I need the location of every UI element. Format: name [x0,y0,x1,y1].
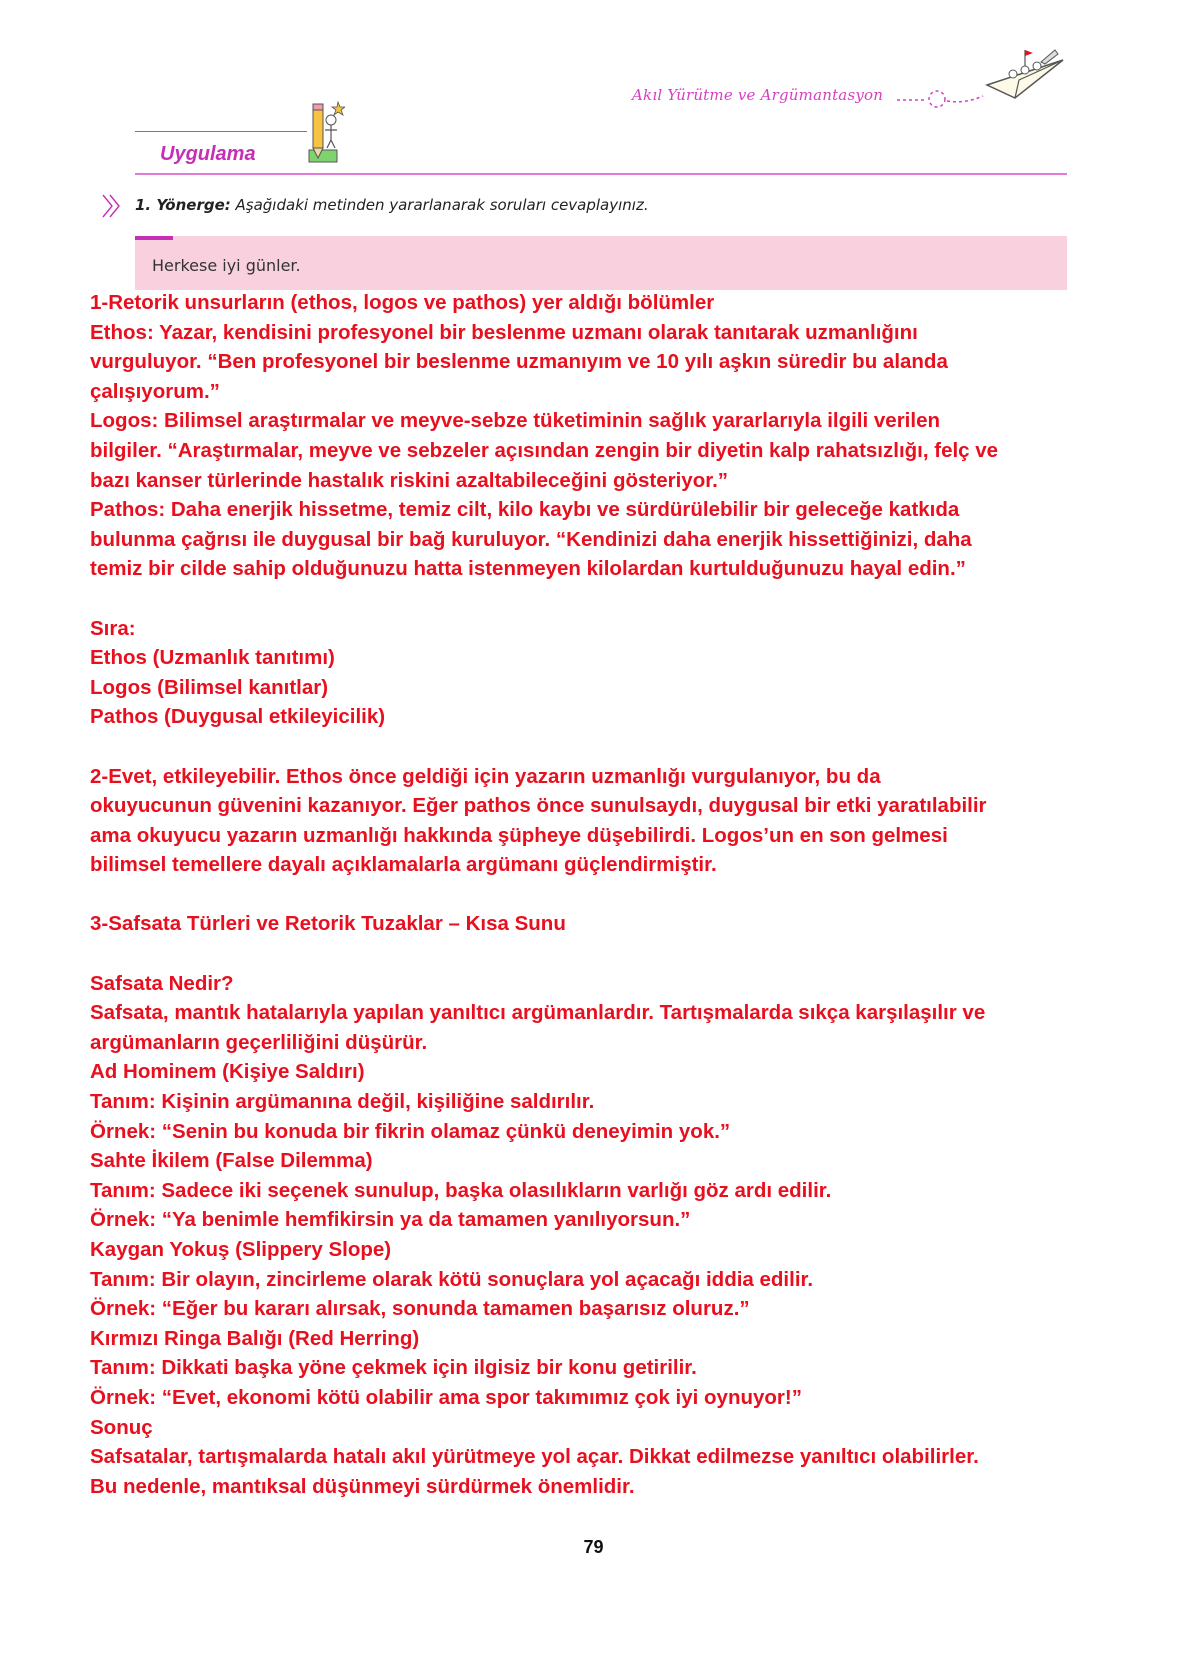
answer-line: ama okuyucu yazarın uzmanlığı hakkında şüpheye düşebilirdi. Logos’un en son gelmesi [90,823,948,847]
answer-line: Kaygan Yokuş (Slippery Slope) [90,1238,392,1261]
answer-line: temiz bir cilde sahip olduğunuzu hatta istenmeyen kilolardan kurtulduğunuzu hayal edin.” [90,557,966,581]
answer-line: çalışıyorum.” [90,379,220,403]
answer-line: Logos: Bilimsel araştırmalar ve meyve-sebze tüketiminin sağlık yararlarıyla ilgili verilen [90,409,940,433]
instruction-prefix: 1. Yönerge: [135,196,231,214]
answer-line: bulunma çağrısı ile duygusal bir bağ kuruluyor. “Kendinizi daha enerjik hissettiğinizi, daha [90,527,972,551]
answer-line: argümanların geçerliliğini düşürür. [90,1030,428,1054]
answer-line: Tanım: Bir olayın, zincirleme olarak kötü sonuçlara yol açacağı iddia edilir. [90,1267,814,1291]
answer-line: Sonuç [90,1415,153,1439]
answer-line: Tanım: Dikkati başka yöne çekmek için ilgisiz bir konu getirilir. [90,1356,697,1380]
answer-line: Pathos (Duygusal etkileyicilik) [90,705,386,729]
answer-line: Logos (Bilimsel kanıtlar) [90,675,329,699]
answer-line: Ad Hominem (Kişiye Saldırı) [90,1060,365,1084]
answer-blank-line [90,732,1120,762]
answer-line: 2-Evet, etkileyebilir. Ethos önce geldiği için yazarın uzmanlığı vurgulanıyor, bu da [90,764,881,788]
source-box-tab [135,236,173,240]
answer-line: Kırmızı Ringa Balığı (Red Herring) [90,1326,420,1350]
answer-line: 1-Retorik unsurların (ethos, logos ve pathos) yer aldığı bölümler [90,291,715,314]
pencil-mascot-icon [305,98,345,166]
answer-line: Sahte İkilem (False Dilemma) [90,1149,373,1173]
answer-line: bazı kanser türlerinde hastalık riskini azaltabileceğini gösteriyor.” [90,468,729,492]
section-rule-bottom [135,173,1067,175]
answer-line: Safsata Nedir? [90,971,234,995]
section-rule-top [135,131,307,132]
answer-text-block [90,288,1120,1501]
source-text-greeting: Herkese iyi günler. [152,256,301,275]
answer-line: Tanım: Sadece iki seçenek sunulup, başka olasılıkların varlığı göz ardı edilir. [90,1178,832,1202]
instruction-text [135,196,649,214]
answer-line: Ethos (Uzmanlık tanıtımı) [90,646,335,670]
answer-blank-line [90,880,1120,910]
double-chevron-icon [101,193,123,219]
answer-line: Safsatalar, tartışmalarda hatalı akıl yürütmeye yol açar. Dikkat edilmezse yanıltıcı olabilirler. [90,1445,979,1469]
answer-line: okuyucunun güvenini kazanıyor. Eğer pathos önce sunulsaydı, duygusal bir etki yaratılabilir [90,794,987,818]
answer-blank-line [90,939,1120,969]
answer-line: vurguluyor. “Ben profesyonel bir beslenme uzmanıyım ve 10 yılı aşkın süredir bu alanda [90,350,948,374]
section-label: Uygulama [160,143,256,165]
answer-line: Örnek: “Eğer bu kararı alırsak, sonunda tamamen başarısız oluruz.” [90,1297,750,1321]
answer-line: Sıra: [90,616,136,640]
paper-plane-illustration-icon [985,40,1065,102]
answer-line: Pathos: Daha enerjik hissetme, temiz cilt, kilo kaybı ve sürdürülebilir bir geleceğe katkıda [90,498,960,522]
dashed-swirl-icon [895,88,985,110]
answer-line: Bu nedenle, mantıksal düşünmeyi sürdürmek önemlidir. [90,1474,635,1498]
answer-line: bilimsel temellere dayalı açıklamalarla argümanı güçlendirmiştir. [90,853,717,877]
answer-line: Safsata, mantık hatalarıyla yapılan yanıltıcı argümanlardır. Tartışmalarda sıkça karşılaşılır ve [90,1001,986,1025]
instruction-body: Aşağıdaki metinden yararlanarak soruları cevaplayınız. [230,196,649,214]
answer-blank-line [90,584,1120,614]
answer-line: Örnek: “Ya benimle hemfikirsin ya da tamamen yanılıyorsun.” [90,1208,691,1232]
answer-line: 3-Safsata Türleri ve Retorik Tuzaklar – Kısa Sunu [90,912,566,936]
answer-line: Örnek: “Evet, ekonomi kötü olabilir ama spor takımımız çok iyi oynuyor!” [90,1385,802,1409]
chapter-title: Akıl Yürütme ve Argümantasyon [632,86,884,104]
answer-line: Ethos: Yazar, kendisini profesyonel bir beslenme uzmanı olarak tanıtarak uzmanlığını [90,320,918,344]
page-number: 79 [583,1537,604,1557]
answer-line: Tanım: Kişinin argümanına değil, kişiliğine saldırılır. [90,1090,595,1114]
answer-line: bilgiler. “Araştırmalar, meyve ve sebzeler açısından zengin bir diyetin kalp rahatsızlığı, felç ve [90,438,999,462]
answer-line: Örnek: “Senin bu konuda bir fikrin olamaz çünkü deneyimin yok.” [90,1119,731,1143]
